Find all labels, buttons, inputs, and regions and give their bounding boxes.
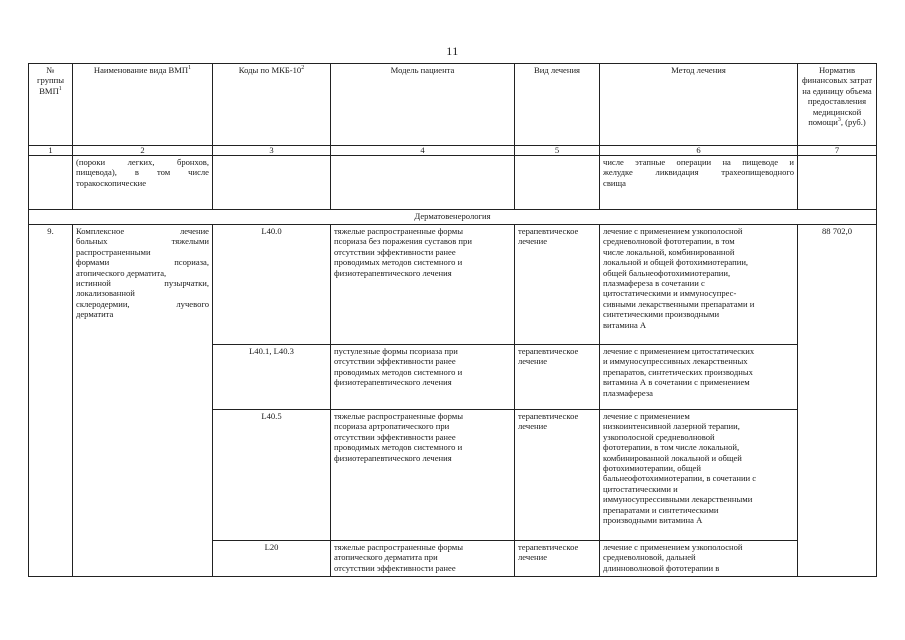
column-number: 1 bbox=[29, 146, 73, 156]
treatment-method-line: средневолновой, дальней bbox=[603, 552, 696, 563]
treatment-kind-cell bbox=[515, 541, 600, 577]
patient-model-line: отсутствии эффективности ранее bbox=[334, 562, 456, 573]
treatment-kind-line: лечение bbox=[518, 356, 548, 367]
continuation-method-line: желудке ликвидация трахеопищеводного bbox=[603, 167, 794, 178]
treatment-method-line: витамина А в сочетании с применением bbox=[603, 377, 750, 388]
vmp-name-cell bbox=[73, 225, 213, 577]
icd-code: L20 bbox=[213, 541, 331, 577]
treatment-method-line: общей бальнеофотохимиотерапии, bbox=[603, 267, 731, 278]
vmp-name-line: дерматита bbox=[76, 309, 114, 320]
treatment-kind-line: лечение bbox=[518, 421, 548, 432]
header-group-footnote: 1 bbox=[58, 85, 62, 92]
column-number: 2 bbox=[73, 146, 213, 156]
treatment-kind-line: терапевтическое bbox=[518, 346, 579, 356]
continuation-codes-cell bbox=[213, 156, 331, 210]
patient-model-line: атопического дерматита при bbox=[334, 552, 438, 563]
treatment-method-line: средневолновой фототерапии, в том bbox=[603, 236, 735, 247]
treatment-method-line: лечение с применением узкополосной bbox=[603, 542, 743, 552]
continuation-norm-cell bbox=[798, 156, 877, 210]
patient-model-cell bbox=[331, 410, 515, 541]
table-row bbox=[29, 225, 877, 345]
patient-model-line: пустулезные формы псориаза при bbox=[334, 346, 458, 356]
patient-model-line: физиотерапевтического лечения bbox=[334, 452, 452, 463]
treatment-method-cell bbox=[600, 225, 798, 345]
continuation-name-line: пищевода), в том числе bbox=[76, 167, 209, 178]
continuation-group-cell bbox=[29, 156, 73, 210]
header-norm-footnote: 3 bbox=[837, 117, 841, 124]
treatment-method-line: цитостатическими и иммуносупрес- bbox=[603, 288, 737, 299]
treatment-method-line: локальной и общей фотохимиотерапии, bbox=[603, 257, 749, 268]
treatment-kind-cell bbox=[515, 345, 600, 410]
patient-model-line: псориаза без поражения суставов при bbox=[334, 236, 472, 247]
icd-code: L40.1, L40.3 bbox=[213, 345, 331, 410]
treatment-method-line: фотохимиотерапии, общей bbox=[603, 463, 701, 474]
header-kind bbox=[515, 64, 600, 146]
patient-model-line: проводимых методов системного и bbox=[334, 442, 463, 453]
column-number: 3 bbox=[213, 146, 331, 156]
section-row bbox=[29, 210, 877, 225]
patient-model-cell bbox=[331, 225, 515, 345]
vmp-name-line: распространенными bbox=[76, 246, 151, 257]
treatment-kind-cell bbox=[515, 410, 600, 541]
treatment-method-line: бальнеофотохимиотерапии, в сочетании с bbox=[603, 473, 757, 484]
continuation-kind-cell bbox=[515, 156, 600, 210]
treatment-kind-line: лечение bbox=[518, 552, 548, 563]
header-name bbox=[73, 64, 213, 146]
patient-model-line: отсутствии эффективности ранее bbox=[334, 246, 456, 257]
treatment-method-line: витамина А bbox=[603, 319, 647, 330]
vmp-name-line: формами псориаза, bbox=[76, 257, 209, 268]
treatment-method-cell bbox=[600, 410, 798, 541]
vmp-name-line: истинной пузырчатки, bbox=[76, 278, 209, 289]
treatment-method-line: низкоинтенсивной лазерной терапии, bbox=[603, 421, 740, 432]
patient-model-line: тяжелые распространенные формы bbox=[334, 411, 463, 421]
continuation-method-line: свища bbox=[603, 177, 626, 188]
header-model bbox=[331, 64, 515, 146]
column-number: 6 bbox=[600, 146, 798, 156]
treatment-kind-cell bbox=[515, 225, 600, 345]
patient-model-line: псориаза артропатического при bbox=[334, 421, 450, 432]
treatment-method-line: узкополосной средневолновой bbox=[603, 431, 715, 442]
vmp-table bbox=[28, 63, 877, 577]
treatment-method-line: цитостатическими и bbox=[603, 483, 678, 494]
patient-model-cell bbox=[331, 541, 515, 577]
patient-model-line: отсутствии эффективности ранее bbox=[334, 356, 456, 367]
treatment-method-line: числе локальной, комбинированной bbox=[603, 246, 735, 257]
treatment-method-line: фототерапии, в том числе локальной, bbox=[603, 442, 740, 453]
header-name-footnote: 1 bbox=[188, 65, 192, 72]
patient-model-line: физиотерапевтического лечения bbox=[334, 377, 452, 388]
header-norm bbox=[798, 64, 877, 146]
header-model-label: Модель пациента bbox=[390, 65, 455, 75]
vmp-name-line: склеродермии, лучевого bbox=[76, 298, 209, 309]
icd-code: L40.0 bbox=[213, 225, 331, 345]
icd-code: L40.5 bbox=[213, 410, 331, 541]
vmp-name-line: атопического дерматита, bbox=[76, 267, 167, 278]
treatment-method-line: препаратами и синтетическими bbox=[603, 504, 719, 515]
treatment-method-line: синтетическими производными bbox=[603, 309, 720, 320]
header-norm-unit: , (руб.) bbox=[840, 117, 866, 128]
header-group-label: № группы ВМП bbox=[37, 65, 64, 96]
column-number: 4 bbox=[331, 146, 515, 156]
treatment-method-cell bbox=[600, 345, 798, 410]
continuation-row bbox=[29, 156, 877, 210]
column-number-row bbox=[29, 146, 877, 156]
vmp-name-line: больных тяжелыми bbox=[76, 236, 209, 247]
continuation-name-line: (пороки легких, бронхов, bbox=[76, 157, 209, 167]
treatment-method-line: производными витамина А bbox=[603, 515, 703, 526]
treatment-method-line: препаратов, синтетических производных bbox=[603, 366, 753, 377]
treatment-method-line: сивными лекарственными препаратами и bbox=[603, 298, 755, 309]
treatment-method-line: лечение с применением узкополосной bbox=[603, 226, 743, 236]
treatment-kind-line: лечение bbox=[518, 236, 548, 247]
treatment-method-line: и иммуносупрессивных лекарственных bbox=[603, 356, 748, 367]
vmp-name-line: локализованной bbox=[76, 288, 135, 299]
patient-model-line: проводимых методов системного и bbox=[334, 366, 463, 377]
treatment-kind-line: терапевтическое bbox=[518, 542, 579, 552]
header-norm-label: Норматив финансовых затрат на единицу объема предоставления медицинской помощи bbox=[801, 65, 873, 128]
treatment-method-cell bbox=[600, 541, 798, 577]
header-method-label: Метод лечения bbox=[671, 65, 726, 75]
patient-model-line: проводимых методов системного и bbox=[334, 257, 463, 268]
header-codes-footnote: 2 bbox=[301, 65, 305, 72]
continuation-name-line: торакоскопические bbox=[76, 177, 147, 188]
patient-model-line: физиотерапевтического лечения bbox=[334, 267, 452, 278]
continuation-model-cell bbox=[331, 156, 515, 210]
header-name-label: Наименование вида ВМП bbox=[93, 65, 189, 75]
section-title: Дерматовенерология bbox=[29, 210, 877, 225]
treatment-method-line: лечение с применением цитостатических bbox=[603, 346, 755, 356]
treatment-method-line: плазмафереза в сочетании с bbox=[603, 278, 705, 289]
header-codes bbox=[213, 64, 331, 146]
page-number: 11 bbox=[446, 44, 459, 58]
patient-model-line: отсутствии эффективности ранее bbox=[334, 431, 456, 442]
header-codes-label: Коды по МКБ-10 bbox=[238, 65, 302, 75]
patient-model-line: тяжелые распространенные формы bbox=[334, 226, 463, 236]
vmp-name-line: Комплексное лечение bbox=[76, 226, 209, 236]
header-row bbox=[29, 64, 877, 146]
continuation-method-cell bbox=[600, 156, 798, 210]
column-number: 5 bbox=[515, 146, 600, 156]
column-number: 7 bbox=[798, 146, 877, 156]
continuation-method-line: числе этапные операции на пищеводе и bbox=[603, 157, 794, 167]
treatment-method-line: лечение с применением bbox=[603, 411, 690, 421]
header-group bbox=[29, 64, 73, 146]
patient-model-line: тяжелые распространенные формы bbox=[334, 542, 463, 552]
treatment-kind-line: терапевтическое bbox=[518, 411, 579, 421]
header-method bbox=[600, 64, 798, 146]
treatment-kind-line: терапевтическое bbox=[518, 226, 579, 236]
header-kind-label: Вид лечения bbox=[533, 65, 581, 75]
treatment-method-line: комбинированной локальной и общей bbox=[603, 452, 742, 463]
treatment-method-line: иммуносупрессивными лекарственными bbox=[603, 494, 753, 505]
group-number: 9. bbox=[29, 225, 73, 577]
continuation-name-cell bbox=[73, 156, 213, 210]
treatment-method-line: длинноволновой фототерапии в bbox=[603, 562, 720, 573]
norm-value: 88 702,0 bbox=[798, 225, 877, 577]
patient-model-cell bbox=[331, 345, 515, 410]
treatment-method-line: плазмафереза bbox=[603, 387, 653, 398]
